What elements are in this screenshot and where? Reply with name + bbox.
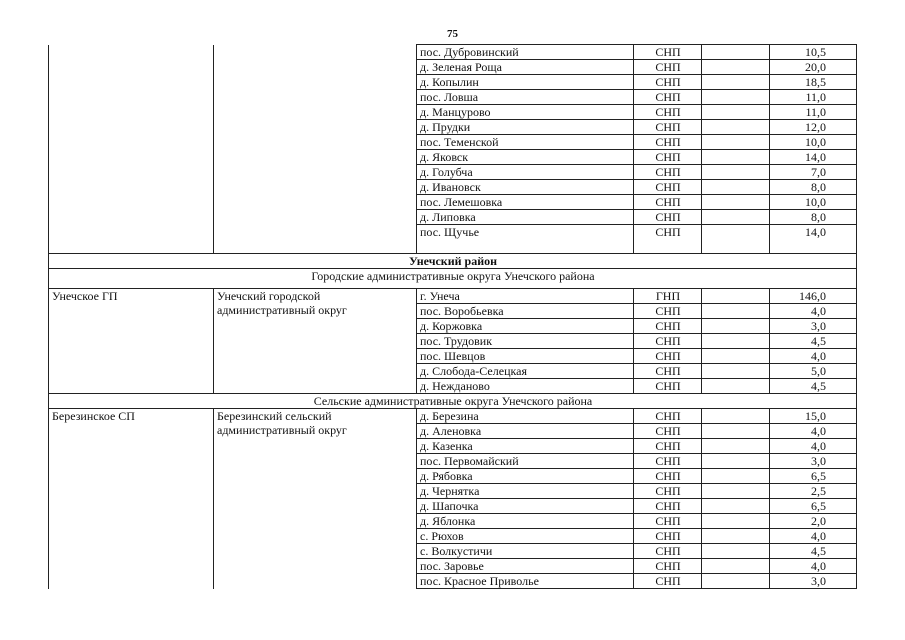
value-cell: 14,0 <box>770 150 857 165</box>
settlement-cell <box>49 90 214 105</box>
empty-cell <box>702 75 770 90</box>
settlement-cell <box>49 210 214 225</box>
settlement-cell <box>49 60 214 75</box>
table-row <box>49 150 857 165</box>
place-cell: д. Шапочка <box>417 499 634 514</box>
okrug-name: Унечский городской административный округ <box>214 289 417 394</box>
empty-cell <box>702 334 770 349</box>
value-cell: 4,0 <box>770 439 857 454</box>
empty-cell <box>702 499 770 514</box>
value-cell: 3,0 <box>770 319 857 334</box>
okrug-cell <box>214 165 417 180</box>
value-cell: 18,5 <box>770 75 857 90</box>
type-cell: СНП <box>634 574 702 589</box>
place-cell: д. Коржовка <box>417 319 634 334</box>
empty-cell <box>702 424 770 439</box>
empty-cell <box>702 544 770 559</box>
place-cell: д. Липовка <box>417 210 634 225</box>
district-title-row <box>49 254 857 269</box>
value-cell: 10,0 <box>770 135 857 150</box>
type-cell: СНП <box>634 45 702 60</box>
value-cell: 2,0 <box>770 514 857 529</box>
table-row <box>49 225 857 254</box>
value-cell: 6,5 <box>770 469 857 484</box>
place-cell: д. Рябовка <box>417 469 634 484</box>
place-cell: д. Чернятка <box>417 484 634 499</box>
type-cell: СНП <box>634 544 702 559</box>
settlement-cell <box>49 75 214 90</box>
value-cell: 3,0 <box>770 574 857 589</box>
value-cell: 4,0 <box>770 559 857 574</box>
empty-cell <box>702 165 770 180</box>
place-cell: д. Березина <box>417 409 634 424</box>
type-cell: СНП <box>634 210 702 225</box>
settlement-cell <box>49 45 214 60</box>
place-cell: с. Волкустичи <box>417 544 634 559</box>
table-row <box>49 409 857 424</box>
place-cell: д. Нежданово <box>417 379 634 394</box>
section-title-row <box>49 394 857 409</box>
settlement-cell <box>49 135 214 150</box>
place-cell: г. Унеча <box>417 289 634 304</box>
place-cell: пос. Первомайский <box>417 454 634 469</box>
empty-cell <box>702 195 770 210</box>
table-row <box>49 289 857 304</box>
place-cell: д. Голубча <box>417 165 634 180</box>
okrug-cell <box>214 210 417 225</box>
type-cell: СНП <box>634 349 702 364</box>
type-cell: СНП <box>634 559 702 574</box>
empty-cell <box>702 135 770 150</box>
empty-cell <box>702 304 770 319</box>
empty-cell <box>702 574 770 589</box>
place-cell: пос. Щучье <box>417 225 634 254</box>
settlement-name: Унечское ГП <box>49 289 214 394</box>
value-cell: 14,0 <box>770 225 857 254</box>
empty-cell <box>702 469 770 484</box>
value-cell: 4,0 <box>770 349 857 364</box>
settlement-name: Березинское СП <box>49 409 214 589</box>
okrug-cell <box>214 90 417 105</box>
type-cell: СНП <box>634 304 702 319</box>
place-cell: пос. Шевцов <box>417 349 634 364</box>
value-cell: 8,0 <box>770 180 857 195</box>
type-cell: СНП <box>634 180 702 195</box>
place-cell: д. Копылин <box>417 75 634 90</box>
value-cell: 4,5 <box>770 544 857 559</box>
empty-cell <box>702 150 770 165</box>
place-cell: д. Слобода-Селецкая <box>417 364 634 379</box>
type-cell: СНП <box>634 424 702 439</box>
place-cell: д. Яблонка <box>417 514 634 529</box>
type-cell: ГНП <box>634 289 702 304</box>
value-cell: 15,0 <box>770 409 857 424</box>
table-row <box>49 210 857 225</box>
empty-cell <box>702 349 770 364</box>
empty-cell <box>702 484 770 499</box>
type-cell: СНП <box>634 225 702 254</box>
district-title: Унечский район <box>49 254 857 269</box>
okrug-cell <box>214 60 417 75</box>
type-cell: СНП <box>634 484 702 499</box>
empty-cell <box>702 225 770 254</box>
empty-cell <box>702 454 770 469</box>
value-cell: 4,5 <box>770 334 857 349</box>
value-cell: 11,0 <box>770 105 857 120</box>
place-cell: пос. Теменской <box>417 135 634 150</box>
place-cell: д. Манцурово <box>417 105 634 120</box>
table-row <box>49 180 857 195</box>
settlements-table <box>48 44 857 589</box>
settlement-cell <box>49 225 214 254</box>
empty-cell <box>702 559 770 574</box>
empty-cell <box>702 379 770 394</box>
value-cell: 11,0 <box>770 90 857 105</box>
settlement-cell <box>49 180 214 195</box>
table-row <box>49 120 857 135</box>
empty-cell <box>702 319 770 334</box>
empty-cell <box>702 60 770 75</box>
type-cell: СНП <box>634 454 702 469</box>
value-cell: 5,0 <box>770 364 857 379</box>
value-cell: 3,0 <box>770 454 857 469</box>
empty-cell <box>702 409 770 424</box>
type-cell: СНП <box>634 60 702 75</box>
okrug-name: Березинский сельский административный округ <box>214 409 417 589</box>
type-cell: СНП <box>634 105 702 120</box>
okrug-cell <box>214 135 417 150</box>
value-cell: 146,0 <box>770 289 857 304</box>
type-cell: СНП <box>634 195 702 210</box>
empty-cell <box>702 529 770 544</box>
type-cell: СНП <box>634 75 702 90</box>
empty-cell <box>702 514 770 529</box>
place-cell: д. Ивановск <box>417 180 634 195</box>
value-cell: 4,5 <box>770 379 857 394</box>
okrug-cell <box>214 45 417 60</box>
type-cell: СНП <box>634 150 702 165</box>
okrug-cell <box>214 105 417 120</box>
okrug-cell <box>214 120 417 135</box>
empty-cell <box>702 210 770 225</box>
value-cell: 8,0 <box>770 210 857 225</box>
place-cell: д. Казенка <box>417 439 634 454</box>
value-cell: 4,0 <box>770 529 857 544</box>
place-cell: пос. Заровье <box>417 559 634 574</box>
table-row <box>49 90 857 105</box>
type-cell: СНП <box>634 319 702 334</box>
type-cell: СНП <box>634 439 702 454</box>
table-row <box>49 60 857 75</box>
section-title-row <box>49 269 857 289</box>
value-cell: 4,0 <box>770 304 857 319</box>
value-cell: 10,0 <box>770 195 857 210</box>
type-cell: СНП <box>634 90 702 105</box>
page-number: 75 <box>447 28 458 40</box>
table-row <box>49 135 857 150</box>
empty-cell <box>702 289 770 304</box>
urban-section-title: Городские административные округа Унечского района <box>49 269 857 289</box>
place-cell: с. Рюхов <box>417 529 634 544</box>
okrug-cell <box>214 195 417 210</box>
settlement-cell <box>49 120 214 135</box>
type-cell: СНП <box>634 379 702 394</box>
place-cell: пос. Красное Приволье <box>417 574 634 589</box>
table-row <box>49 45 857 60</box>
settlement-cell <box>49 150 214 165</box>
place-cell: д. Прудки <box>417 120 634 135</box>
empty-cell <box>702 180 770 195</box>
place-cell: д. Зеленая Роща <box>417 60 634 75</box>
settlement-cell <box>49 165 214 180</box>
place-cell: пос. Дубровинский <box>417 45 634 60</box>
value-cell: 12,0 <box>770 120 857 135</box>
value-cell: 2,5 <box>770 484 857 499</box>
okrug-cell <box>214 180 417 195</box>
type-cell: СНП <box>634 529 702 544</box>
value-cell: 10,5 <box>770 45 857 60</box>
empty-cell <box>702 105 770 120</box>
value-cell: 7,0 <box>770 165 857 180</box>
type-cell: СНП <box>634 120 702 135</box>
type-cell: СНП <box>634 469 702 484</box>
value-cell: 20,0 <box>770 60 857 75</box>
value-cell: 6,5 <box>770 499 857 514</box>
empty-cell <box>702 364 770 379</box>
place-cell: пос. Ловша <box>417 90 634 105</box>
settlement-cell <box>49 105 214 120</box>
rural-section-title: Сельские административные округа Унечского района <box>49 394 857 409</box>
settlement-cell <box>49 195 214 210</box>
place-cell: д. Аленовка <box>417 424 634 439</box>
empty-cell <box>702 120 770 135</box>
okrug-cell <box>214 150 417 165</box>
place-cell: д. Яковск <box>417 150 634 165</box>
place-cell: пос. Трудовик <box>417 334 634 349</box>
type-cell: СНП <box>634 135 702 150</box>
type-cell: СНП <box>634 409 702 424</box>
empty-cell <box>702 90 770 105</box>
table-row <box>49 195 857 210</box>
okrug-cell <box>214 75 417 90</box>
type-cell: СНП <box>634 364 702 379</box>
place-cell: пос. Лемешовка <box>417 195 634 210</box>
empty-cell <box>702 439 770 454</box>
value-cell: 4,0 <box>770 424 857 439</box>
table-row <box>49 75 857 90</box>
table-row <box>49 105 857 120</box>
type-cell: СНП <box>634 499 702 514</box>
table-row <box>49 165 857 180</box>
type-cell: СНП <box>634 165 702 180</box>
type-cell: СНП <box>634 514 702 529</box>
place-cell: пос. Воробьевка <box>417 304 634 319</box>
okrug-cell <box>214 225 417 254</box>
type-cell: СНП <box>634 334 702 349</box>
empty-cell <box>702 45 770 60</box>
